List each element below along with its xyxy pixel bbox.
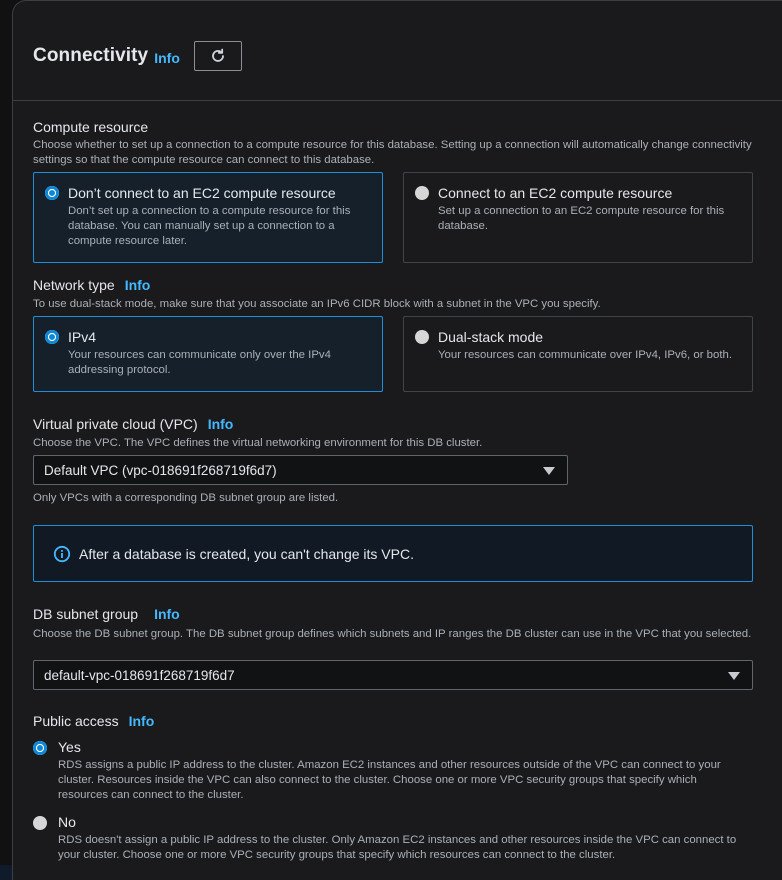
- header-divider: [13, 100, 782, 101]
- public-access-label: Public access: [33, 713, 119, 729]
- vpc-hint: Only VPCs with a corresponding DB subnet group are listed.: [33, 492, 339, 504]
- option-title: Connect to an EC2 compute resource: [438, 185, 673, 201]
- radio-unselected-icon[interactable]: [33, 816, 47, 830]
- subnet-group-title: [33, 606, 180, 622]
- panel-title: Connectivity: [33, 45, 149, 66]
- option-desc: RDS assigns a public IP address to the cluster. Amazon EC2 instances and other resources outside of the VPC can connect to your cluster. Resources inside the VPC can also connect to the cluster. Choose one or more VPC security groups that specify which resources can connect to the cluster.: [58, 759, 721, 801]
- compute-option-connect-ec2[interactable]: [403, 172, 753, 263]
- public-access-info-link[interactable]: Info: [128, 713, 155, 729]
- caret-down-icon: [728, 672, 740, 680]
- public-access-title: [33, 713, 154, 729]
- radio-unselected-icon[interactable]: [415, 330, 429, 344]
- option-desc: Your resources can communicate only over the IPv4 addressing protocol.: [68, 349, 331, 376]
- subnet-group-select[interactable]: [33, 660, 753, 690]
- compute-option-dont-connect[interactable]: [33, 172, 383, 263]
- caret-down-icon: [543, 467, 555, 475]
- vpc-select-value: Default VPC (vpc-018691f268719f6d7): [44, 462, 277, 478]
- alert-message: After a database is created, you can't change its VPC.: [79, 545, 414, 562]
- option-title: IPv4: [68, 329, 97, 345]
- subnet-group-info-link[interactable]: Info: [154, 606, 180, 622]
- option-label: Yes: [58, 739, 81, 755]
- option-desc: Don’t set up a connection to a compute resource for this database. You can manually set up a connection to a compute resource later.: [68, 205, 351, 247]
- network-type-title: [33, 277, 150, 293]
- option-desc: RDS doesn't assign a public IP address to the cluster. Only Amazon EC2 instances and other resources inside the VPC can connect to your cluster. Choose one or more VPC security groups that specify which resources can connect to the cluster.: [58, 834, 737, 861]
- panel-header: [33, 39, 242, 73]
- vpc-select[interactable]: [33, 455, 568, 485]
- connectivity-info-link[interactable]: Info: [154, 49, 180, 66]
- vpc-info-alert: [33, 525, 753, 582]
- radio-selected-icon[interactable]: [33, 741, 47, 755]
- vpc-desc: Choose the VPC. The VPC defines the virtual networking environment for this DB cluster.: [33, 437, 483, 449]
- vpc-label: Virtual private cloud (VPC): [33, 416, 198, 432]
- radio-selected-icon[interactable]: [45, 186, 59, 200]
- option-desc: Set up a connection to an EC2 compute resource for this database.: [438, 205, 725, 232]
- subnet-group-select-value: default-vpc-018691f268719f6d7: [44, 667, 235, 683]
- option-title: Don’t connect to an EC2 compute resource: [68, 185, 336, 201]
- network-type-info-link[interactable]: Info: [124, 277, 151, 293]
- network-option-ipv4[interactable]: [33, 316, 383, 392]
- radio-unselected-icon[interactable]: [415, 186, 429, 200]
- option-label: No: [58, 814, 76, 830]
- network-option-dual-stack[interactable]: [403, 316, 753, 392]
- connectivity-panel: [12, 0, 782, 880]
- compute-resource-desc: Choose whether to set up a connection to a compute resource for this database. Setting up a connection will automatically change connectivity settings so that the compute resource can connect to this database.: [33, 139, 752, 166]
- refresh-icon: [210, 48, 226, 64]
- compute-resource-title: [33, 119, 148, 135]
- info-circle-icon: [53, 545, 71, 563]
- subnet-group-desc: Choose the DB subnet group. The DB subnet group defines which subnets and IP ranges the DB cluster can use in the VPC that you selected.: [33, 628, 752, 640]
- radio-selected-icon[interactable]: [45, 330, 59, 344]
- subnet-group-label: DB subnet group: [33, 606, 139, 622]
- option-desc: Your resources can communicate over IPv4, IPv6, or both.: [438, 349, 732, 361]
- network-type-label: Network type: [33, 277, 115, 293]
- refresh-button[interactable]: [194, 41, 242, 71]
- vpc-info-link[interactable]: Info: [207, 416, 234, 432]
- network-type-desc: To use dual-stack mode, make sure that you associate an IPv6 CIDR block with a subnet in the VPC you specify.: [33, 298, 601, 310]
- compute-resource-label: Compute resource: [33, 119, 149, 135]
- vpc-title: [33, 416, 233, 432]
- option-title: Dual-stack mode: [438, 329, 544, 345]
